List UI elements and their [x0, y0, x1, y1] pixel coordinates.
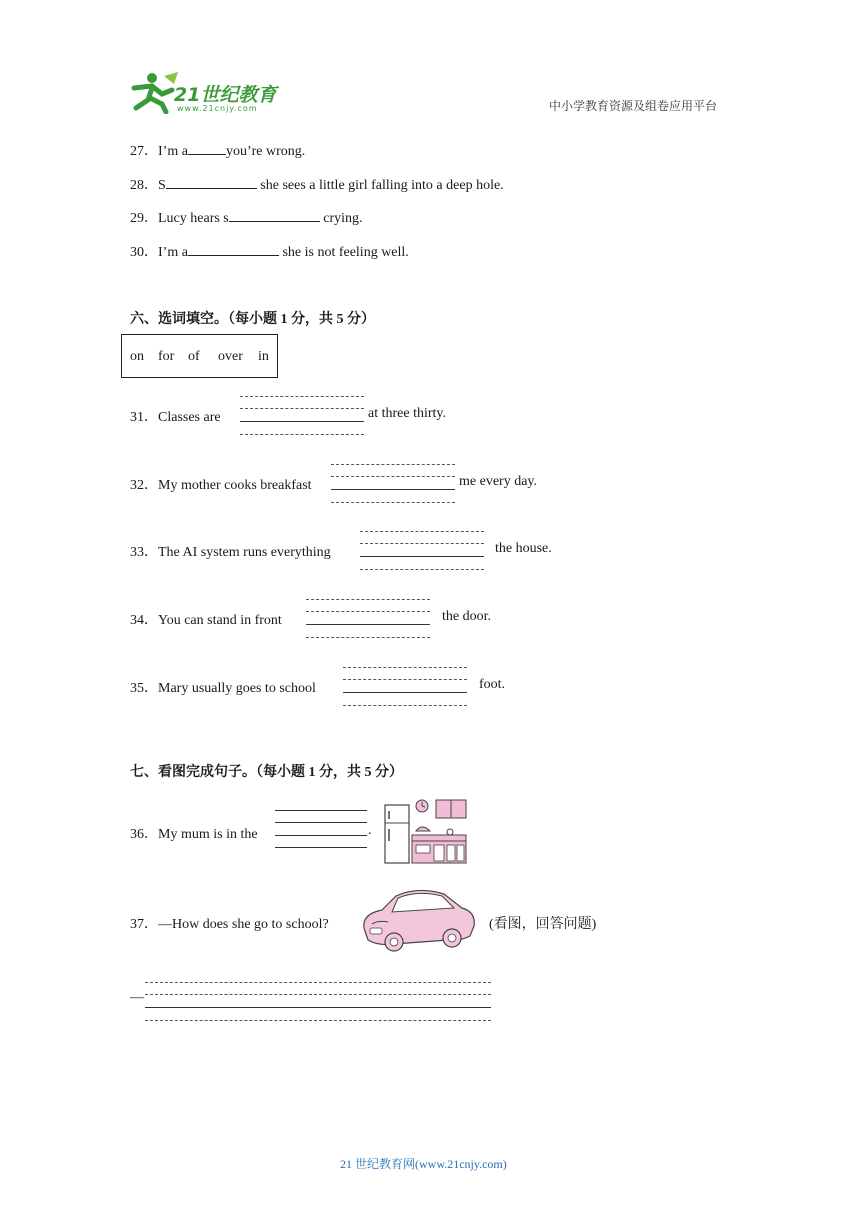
four-line-answer-box[interactable]	[360, 531, 484, 571]
question-37: 37．—How does she go to school?	[130, 917, 329, 932]
site-logo	[122, 70, 292, 114]
logo-text: 21世纪教育	[174, 84, 277, 106]
question-31-tail: at three thirty.	[368, 406, 447, 421]
four-line-answer-box[interactable]	[343, 667, 467, 707]
four-line-answer-box[interactable]	[145, 982, 491, 1022]
question-28: 28．S she sees a little girl falling into a deep hole.	[130, 178, 504, 193]
word-bank-item: on	[130, 349, 144, 364]
question-37-note: (看图，回答问题)	[489, 917, 597, 932]
four-line-answer-box[interactable]	[306, 599, 430, 639]
car-picture-icon	[358, 884, 478, 956]
question-33-tail: the house.	[495, 541, 552, 556]
header-platform-text: 中小学教育资源及组卷应用平台	[549, 99, 718, 113]
word-bank-item: in	[258, 349, 269, 364]
word-bank-item: of	[188, 349, 200, 364]
question-30: 30．I’m a she is not feeling well.	[130, 245, 409, 260]
question-32-tail: me every day.	[459, 474, 537, 489]
question-27: 27．I’m a you’re wrong.	[130, 144, 306, 159]
four-line-answer-box[interactable]	[275, 810, 367, 848]
logo-url: www.21cnjy.com	[177, 104, 258, 113]
word-bank-item: over	[218, 349, 243, 364]
question-36-period: .	[368, 823, 372, 838]
footer-text: 21 世纪教育网(www.21cnjy.com)	[340, 1157, 507, 1171]
kitchen-picture-icon	[384, 799, 468, 865]
answer-dash: —	[130, 990, 144, 1005]
answer-blank[interactable]	[188, 243, 279, 256]
question-35-number-text: 35．Mary usually goes to school	[130, 681, 316, 696]
question-32-number-text: 32．My mother cooks breakfast	[130, 478, 312, 493]
answer-blank[interactable]	[188, 142, 226, 155]
question-36-number-text: 36．My mum is in the	[130, 827, 258, 842]
answer-blank[interactable]	[229, 209, 320, 222]
question-35-tail: foot.	[479, 677, 506, 692]
four-line-answer-box[interactable]	[331, 464, 455, 504]
question-34-number-text: 34．You can stand in front	[130, 613, 282, 628]
four-line-answer-box[interactable]	[240, 396, 364, 436]
question-31-number-text: 31．Classes are	[130, 410, 221, 425]
word-bank-box	[121, 334, 278, 378]
section-6-heading: 六、选词填空。（每小题 1 分，共 5 分）	[130, 312, 375, 327]
answer-blank[interactable]	[166, 176, 257, 189]
section-7-heading: 七、看图完成句子。（每小题 1 分，共 5 分）	[130, 765, 403, 780]
question-33-number-text: 33．The AI system runs everything	[130, 545, 331, 560]
runner-logo-icon	[122, 70, 182, 114]
word-bank-item: for	[158, 349, 175, 364]
question-34-tail: the door.	[442, 609, 491, 624]
question-29: 29．Lucy hears s crying.	[130, 211, 363, 226]
